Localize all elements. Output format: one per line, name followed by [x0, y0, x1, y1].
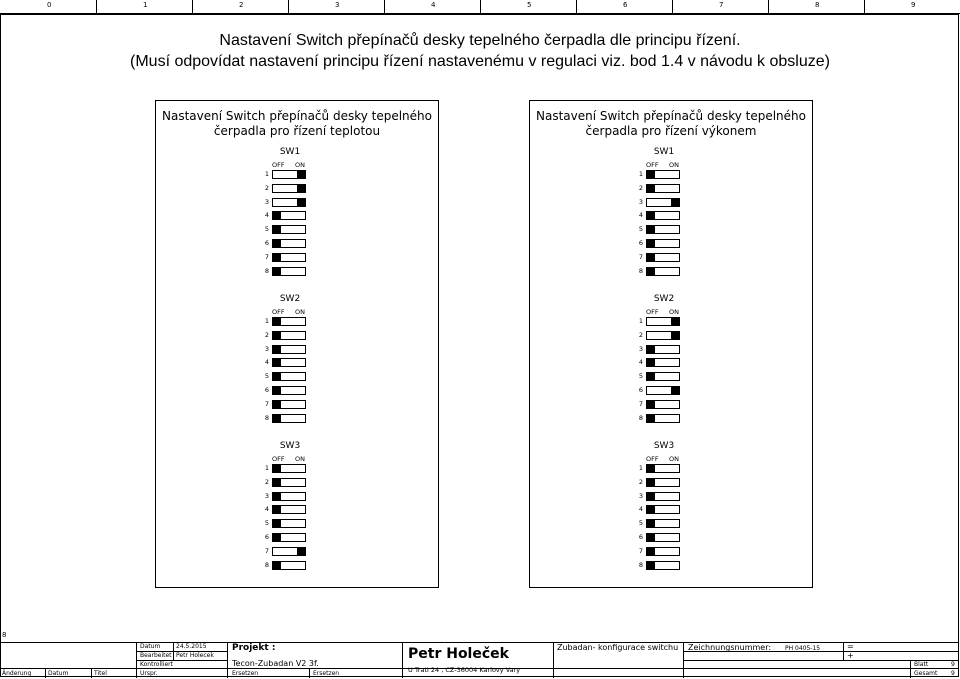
dip-switch-8 — [272, 267, 306, 276]
dip-switch-1 — [272, 317, 306, 326]
switch-row-number: 4 — [638, 211, 644, 220]
dip-switch-knob — [647, 185, 655, 192]
zeichnungsnummer-label: Zeichnungsnummer: — [688, 643, 772, 652]
on-label: ON — [669, 455, 679, 463]
dip-switch-5 — [272, 372, 306, 381]
dip-switch-2 — [646, 331, 680, 340]
title-block — [0, 627, 959, 678]
dip-switch-3 — [646, 345, 680, 354]
dip-switch-knob — [647, 534, 655, 541]
off-label: OFF — [272, 308, 285, 316]
on-label: ON — [669, 161, 679, 169]
switch-row-number: 7 — [264, 252, 270, 261]
panel-title-line2: čerpadla pro řízení teplotou — [213, 124, 381, 138]
dip-switch-8 — [646, 561, 680, 570]
dip-switch-8 — [272, 414, 306, 423]
dip-switch-2 — [646, 478, 680, 487]
page-title-line2: (Musí odpovídat nastavení principu řízení nastavenému v regulaci viz. bod 1.4 v návodu k obsluze) — [130, 53, 830, 70]
dip-switch-5 — [272, 225, 306, 234]
projekt-value: Tecon-Zubadan V2 3f. — [232, 659, 319, 668]
on-label: ON — [295, 308, 305, 316]
switch-row-number: 6 — [638, 239, 644, 247]
panel-title — [156, 109, 438, 139]
ruler-number: 2 — [239, 1, 244, 9]
ruler-number: 6 — [623, 1, 628, 9]
dip-switch-knob — [647, 359, 655, 366]
off-label: OFF — [646, 308, 659, 316]
switch-row-number: 7 — [638, 252, 644, 261]
dip-switch-knob — [671, 199, 679, 206]
switch-row-number: 1 — [264, 464, 270, 472]
zeichnungsnummer-value: PH 0405-15 — [785, 645, 821, 652]
switch-group-label: SW1 — [279, 147, 301, 157]
urspr-label: Urspr. — [140, 670, 158, 677]
switch-row-number: 4 — [264, 505, 270, 514]
dip-switch-6 — [646, 386, 680, 395]
dip-switch-6 — [646, 239, 680, 248]
switch-row-number: 1 — [638, 170, 644, 178]
dip-switch-1 — [272, 464, 306, 473]
switch-row-number: 2 — [264, 477, 270, 486]
ruler-divider — [96, 0, 97, 14]
dip-switch-knob — [273, 226, 281, 233]
dip-switch-5 — [272, 519, 306, 528]
dip-switch-knob — [647, 479, 655, 486]
switch-row-number: 2 — [264, 330, 270, 339]
equals-sign: = — [847, 642, 854, 651]
switch-row-number: 1 — [264, 170, 270, 178]
ruler-number: 3 — [335, 1, 340, 9]
switch-group-label: SW2 — [279, 294, 301, 304]
panel-title-line1: Nastavení Switch přepínačů desky tepelného — [535, 109, 806, 123]
on-label: ON — [295, 455, 305, 463]
switch-group-label: SW3 — [653, 441, 675, 451]
dip-switch-3 — [272, 492, 306, 501]
dip-switch-3 — [272, 345, 306, 354]
gesamt-value: 9 — [951, 670, 955, 677]
switch-row-number: 8 — [264, 413, 270, 422]
ruler-divider — [576, 0, 577, 14]
dip-switch-7 — [646, 400, 680, 409]
switch-row-number: 6 — [638, 533, 644, 541]
switch-row-number: 2 — [638, 477, 644, 486]
dip-switch-knob — [671, 318, 679, 325]
switch-row-number: 7 — [638, 546, 644, 555]
switch-row-number: 5 — [638, 225, 644, 234]
dip-switch-knob — [273, 268, 281, 275]
dip-switch-1 — [272, 170, 306, 179]
dip-switch-knob — [273, 493, 281, 500]
dip-switch-8 — [272, 561, 306, 570]
dip-switch-1 — [646, 170, 680, 179]
company-name: Petr Holeček — [408, 646, 509, 662]
panel-title — [530, 109, 812, 139]
dip-switch-knob — [273, 534, 281, 541]
switch-row-number: 8 — [638, 413, 644, 422]
switch-row-number: 5 — [638, 519, 644, 528]
dip-switch-4 — [646, 211, 680, 220]
dip-switch-2 — [272, 331, 306, 340]
off-label: OFF — [272, 455, 285, 463]
switch-row-number: 5 — [264, 372, 270, 381]
dip-switch-knob — [647, 254, 655, 261]
dip-switch-knob — [273, 254, 281, 261]
anderung-label: Änderung — [2, 670, 32, 677]
ruler-divider — [480, 0, 481, 14]
ruler-number: 8 — [815, 1, 820, 9]
ersetzen-label-2: Ersetzen — [313, 670, 340, 677]
dip-switch-knob — [297, 185, 305, 192]
dip-switch-1 — [646, 317, 680, 326]
titel-label: Titel — [94, 670, 107, 677]
switch-row-number: 5 — [638, 372, 644, 381]
dip-switch-knob — [671, 332, 679, 339]
corner-number: 8 — [2, 631, 7, 639]
dip-switch-knob — [647, 346, 655, 353]
on-label: ON — [295, 161, 305, 169]
dip-switch-knob — [273, 401, 281, 408]
switch-group-label: SW2 — [653, 294, 675, 304]
dip-switch-6 — [646, 533, 680, 542]
switch-row-number: 1 — [264, 317, 270, 325]
dip-switch-8 — [646, 414, 680, 423]
dip-switch-knob — [273, 212, 281, 219]
dip-switch-knob — [273, 240, 281, 247]
dip-switch-knob — [647, 401, 655, 408]
off-label: OFF — [272, 161, 285, 169]
dip-switch-3 — [646, 198, 680, 207]
dip-switch-1 — [646, 464, 680, 473]
dip-switch-2 — [646, 184, 680, 193]
dip-switch-5 — [646, 225, 680, 234]
dip-switch-knob — [647, 268, 655, 275]
switch-row-number: 2 — [638, 183, 644, 192]
ruler-number: 0 — [47, 1, 52, 9]
switch-row-number: 2 — [264, 183, 270, 192]
bearbeitet-label: Bearbeitet — [140, 652, 172, 659]
switch-row-number: 6 — [264, 239, 270, 247]
switch-row-number: 5 — [264, 519, 270, 528]
bearbeitet-value: Petr Holecek — [176, 652, 214, 659]
switch-row-number: 8 — [264, 266, 270, 275]
switch-row-number: 3 — [264, 344, 270, 353]
dip-switch-knob — [647, 226, 655, 233]
dip-switch-knob — [297, 548, 305, 555]
off-label: OFF — [646, 455, 659, 463]
dip-switch-2 — [272, 184, 306, 193]
dip-switch-7 — [646, 547, 680, 556]
ruler-divider — [288, 0, 289, 14]
switch-row-number: 3 — [638, 491, 644, 500]
switch-row-number: 4 — [264, 211, 270, 220]
switch-row-number: 6 — [264, 533, 270, 541]
dip-switch-knob — [273, 332, 281, 339]
dip-switch-knob — [647, 548, 655, 555]
switch-group-label: SW3 — [279, 441, 301, 451]
ruler-divider — [768, 0, 769, 14]
blatt-label: Blatt — [914, 661, 929, 668]
dip-switch-knob — [671, 387, 679, 394]
ruler-number: 4 — [431, 1, 436, 9]
dip-switch-7 — [272, 547, 306, 556]
dip-switch-3 — [646, 492, 680, 501]
switch-row-number: 3 — [638, 344, 644, 353]
panel-title-line1: Nastavení Switch přepínačů desky tepelného — [161, 109, 432, 123]
ruler-divider — [672, 0, 673, 14]
dip-switch-5 — [646, 372, 680, 381]
dip-switch-7 — [272, 253, 306, 262]
dip-switch-4 — [646, 505, 680, 514]
dip-switch-8 — [646, 267, 680, 276]
switch-row-number: 6 — [264, 386, 270, 394]
dip-switch-7 — [646, 253, 680, 262]
switch-row-number: 8 — [264, 560, 270, 569]
dip-switch-knob — [297, 199, 305, 206]
switch-row-number: 7 — [264, 399, 270, 408]
switch-row-number: 7 — [638, 399, 644, 408]
dip-switch-knob — [647, 562, 655, 569]
dip-switch-knob — [647, 212, 655, 219]
panel-temperature-control — [155, 100, 439, 588]
switch-row-number: 6 — [638, 386, 644, 394]
page-title-line1: Nastavení Switch přepínačů desky tepelného čerpadla dle principu řízení. — [219, 32, 741, 49]
dip-switch-knob — [647, 506, 655, 513]
switch-row-number: 4 — [638, 505, 644, 514]
switch-row-number: 3 — [638, 197, 644, 206]
ruler-divider — [384, 0, 385, 14]
on-label: ON — [669, 308, 679, 316]
switch-row-number: 4 — [638, 358, 644, 367]
dip-switch-knob — [273, 346, 281, 353]
switch-row-number: 1 — [638, 317, 644, 325]
dip-switch-knob — [647, 240, 655, 247]
switch-row-number: 2 — [638, 330, 644, 339]
dip-switch-knob — [297, 171, 305, 178]
ruler-divider — [864, 0, 865, 14]
switch-row-number: 5 — [264, 225, 270, 234]
panel-title-line2: čerpadla pro řízení výkonem — [585, 124, 757, 138]
dip-switch-knob — [647, 373, 655, 380]
ersetzen-label-1: Ersetzen — [232, 670, 259, 677]
column-ruler — [0, 0, 960, 14]
blatt-value: 9 — [951, 661, 955, 668]
dip-switch-knob — [647, 520, 655, 527]
ruler-number: 9 — [911, 1, 916, 9]
company-address: U Trati 24 , CZ-36004 Karlovy Vary — [408, 666, 521, 674]
dip-switch-knob — [273, 373, 281, 380]
dip-switch-7 — [272, 400, 306, 409]
dip-switch-knob — [647, 171, 655, 178]
projekt-label: Projekt : — [232, 643, 276, 653]
switch-group-label: SW1 — [653, 147, 675, 157]
dip-switch-4 — [646, 358, 680, 367]
dip-switch-knob — [647, 465, 655, 472]
dip-switch-2 — [272, 478, 306, 487]
switch-row-number: 3 — [264, 491, 270, 500]
drawing-frame — [0, 14, 959, 677]
kontrolliert-label: Kontrolliert — [140, 661, 173, 668]
plus-sign: + — [847, 651, 854, 660]
switch-row-number: 7 — [264, 546, 270, 555]
dip-switch-knob — [273, 562, 281, 569]
dip-switch-4 — [272, 505, 306, 514]
dip-switch-knob — [647, 493, 655, 500]
ruler-divider — [192, 0, 193, 14]
switch-row-number: 1 — [638, 464, 644, 472]
datum-label: Datum — [140, 643, 161, 650]
dip-switch-6 — [272, 239, 306, 248]
dip-switch-6 — [272, 533, 306, 542]
off-label: OFF — [646, 161, 659, 169]
dip-switch-6 — [272, 386, 306, 395]
dip-switch-knob — [273, 506, 281, 513]
datum-bottom-label: Datum — [48, 670, 69, 677]
dip-switch-knob — [273, 415, 281, 422]
drawing-description: Zubadan- konfigurace switchu — [557, 643, 679, 652]
dip-switch-4 — [272, 358, 306, 367]
dip-switch-knob — [273, 359, 281, 366]
ruler-number: 5 — [527, 1, 532, 9]
switch-row-number: 8 — [638, 266, 644, 275]
ruler-number: 1 — [143, 1, 148, 9]
dip-switch-knob — [273, 387, 281, 394]
switch-row-number: 3 — [264, 197, 270, 206]
dip-switch-knob — [273, 520, 281, 527]
dip-switch-knob — [647, 415, 655, 422]
switch-row-number: 8 — [638, 560, 644, 569]
dip-switch-knob — [273, 318, 281, 325]
dip-switch-4 — [272, 211, 306, 220]
dip-switch-knob — [273, 465, 281, 472]
ruler-number: 7 — [719, 1, 724, 9]
switch-row-number: 4 — [264, 358, 270, 367]
gesamt-label: Gesamt — [914, 670, 938, 677]
dip-switch-3 — [272, 198, 306, 207]
datum-value: 24.5.2015 — [176, 643, 207, 650]
panel-power-control — [529, 100, 813, 588]
dip-switch-knob — [273, 479, 281, 486]
dip-switch-5 — [646, 519, 680, 528]
